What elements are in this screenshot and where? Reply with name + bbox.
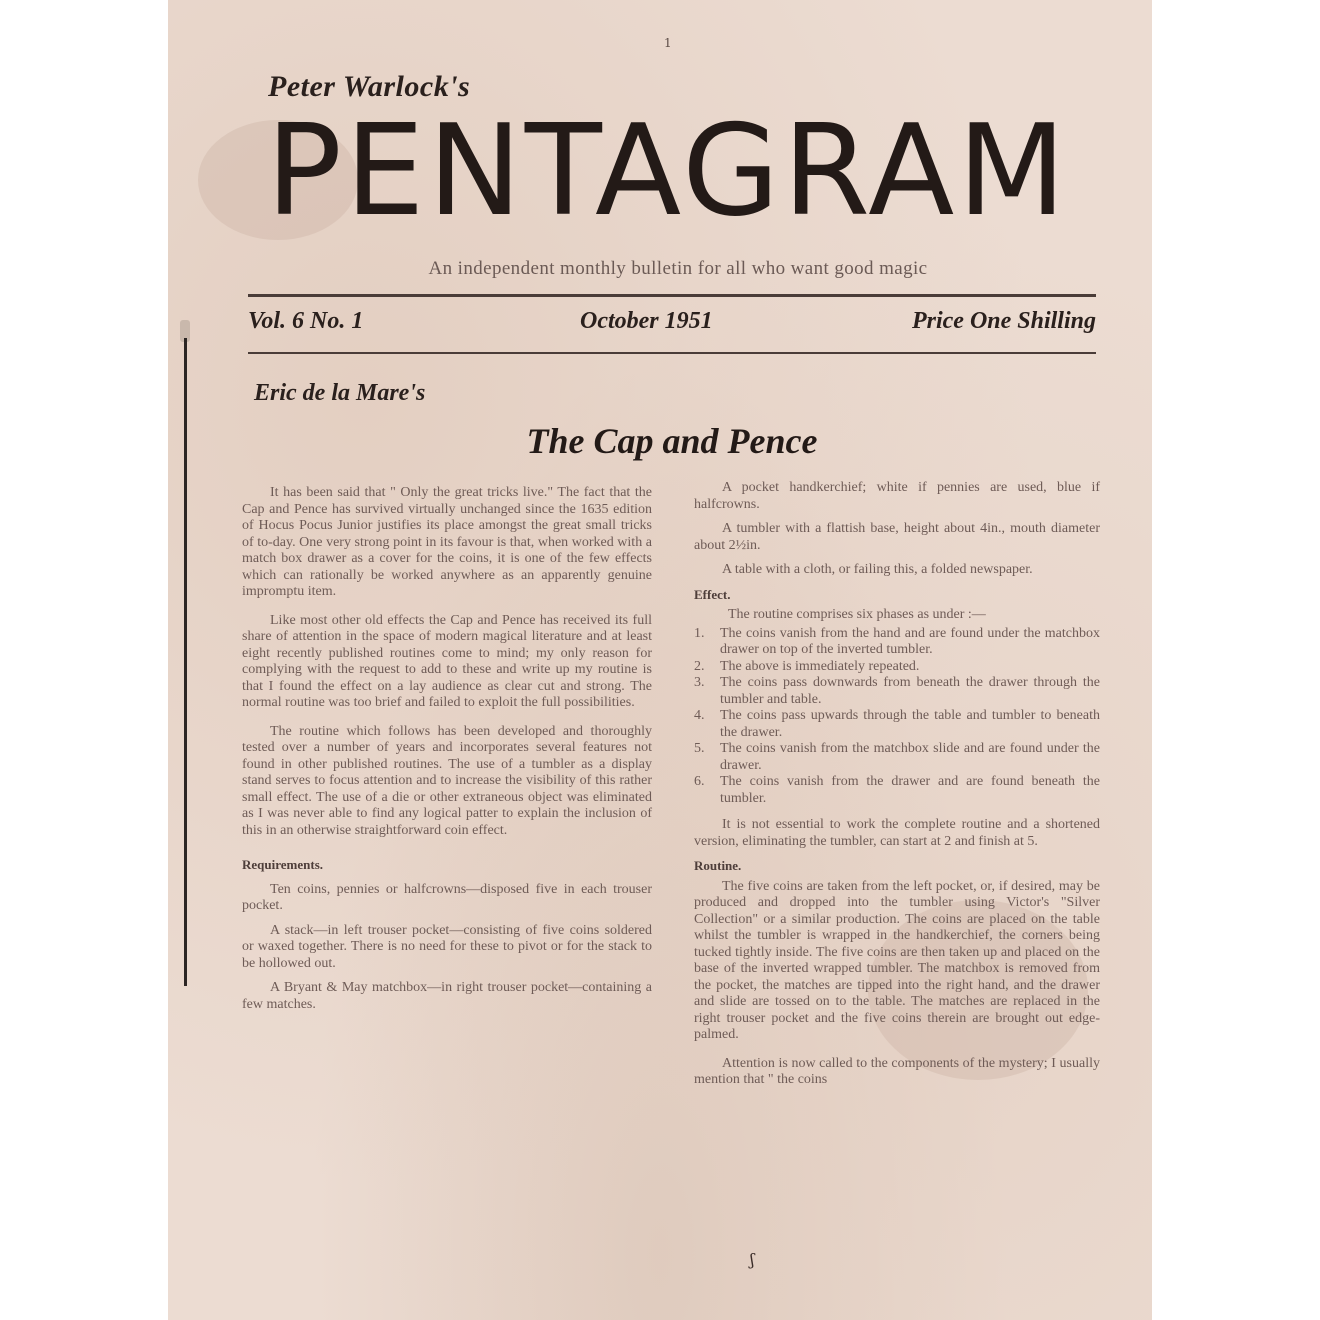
phase-item	[694, 774, 1100, 807]
phase-number: 1.	[694, 625, 705, 641]
paragraph: The five coins are taken from the left pocket, or, if desired, may be produced and dropped into the tumbler using Victor's "Silver Collection" or a similar production. The coins are placed on the table whilst the tumbler is wrapped in the handkerchief, the corners being tucked tightly inside. The five coins are then taken up and placed on the base of the inverted wrapped tumbler. The matchbox is removed from the pocket, the matches are tipped into the right hand, and the drawer and slide are tossed on to the table. The matches are replaced in the right trouser pocket and the five coins therein are brought out edge-palmed.	[694, 878, 1100, 1042]
bulletin-page	[168, 0, 1152, 1320]
effect-intro: The routine comprises six phases as under :—	[728, 607, 986, 622]
requirement-item: A stack—in left trouser pocket—consisting of five coins soldered or waxed together. There is no need for these to pivot or for the stack to be hollowed out.	[242, 922, 652, 971]
paragraph: The routine which follows has been developed and thoroughly tested over a number of years and incorporates several features not found in other published routines. The use of a tumbler as a display stand serves to focus attention and to increase the visibility of this rather small effect. The use of a die or other extraneous object was eliminated as I was never able to find any logical patter to explain the inclusion of this in an otherwise straightforward coin effect.	[242, 723, 652, 838]
phase-text: The coins vanish from the hand and are found under the matchbox drawer on top of the inverted tumbler.	[720, 625, 1100, 657]
phase-number: 5.	[694, 741, 705, 756]
footer-mark: ʃ	[750, 1250, 755, 1269]
article-title: The Cap and Pence	[526, 421, 818, 461]
requirement-item: A tumbler with a flattish base, height about 4in., mouth diameter about 2½in.	[694, 521, 1100, 553]
routine-heading: Routine.	[694, 858, 742, 873]
masthead-title: PENTAGRAM	[266, 97, 1069, 244]
phase-list	[694, 626, 1100, 808]
phase-item	[694, 626, 1100, 659]
requirement-item: A table with a cloth, or failing this, a folded newspaper.	[722, 562, 1033, 577]
masthead-rule-bottom	[248, 352, 1096, 354]
phase-text: The coins pass downwards from beneath the drawer through the tumbler and table.	[720, 675, 1100, 707]
phase-number: 3.	[694, 675, 705, 690]
requirement-item: A Bryant & May matchbox—in right trouser pocket—containing a few matches.	[242, 980, 652, 1012]
phase-number: 2.	[694, 658, 705, 674]
requirement-item: Ten coins, pennies or halfcrowns—disposed five in each trouser pocket.	[242, 881, 652, 913]
binding-strip	[184, 338, 187, 986]
issue-price: Price One Shilling	[911, 308, 1096, 334]
phase-item	[694, 708, 1100, 741]
phase-item	[694, 675, 1100, 708]
effect-heading: Effect.	[694, 586, 731, 602]
requirements-heading: Requirements.	[242, 857, 324, 872]
paragraph: It is not essential to work the complete routine and a shortened version, eliminating the tumbler, can start at 2 and finish at 5.	[694, 817, 1100, 849]
phase-text: The coins vanish from the drawer and are found beneath the tumbler.	[720, 774, 1100, 806]
issue-line	[248, 308, 1096, 348]
paragraph: Attention is now called to the components of the mystery; I usually mention that " the coins	[694, 1055, 1100, 1087]
phase-item	[694, 659, 1100, 676]
masthead-tagline: An independent monthly bulletin for all who want good magic	[428, 258, 928, 279]
issue-volume: Vol. 6 No. 1	[248, 308, 364, 334]
article-byline: Eric de la Mare's	[254, 380, 426, 406]
right-column	[694, 480, 1100, 1101]
issue-date: October 1951	[580, 308, 713, 334]
masthead-rule-top	[248, 294, 1096, 297]
phase-number: 4.	[694, 708, 705, 723]
masthead-byline: Peter Warlock's	[268, 70, 471, 103]
phase-text: The above is immediately repeated.	[720, 658, 920, 674]
phase-item	[694, 741, 1100, 774]
phase-number: 6.	[694, 774, 705, 789]
page-number: 1	[664, 36, 672, 50]
left-column	[242, 485, 652, 1021]
paragraph: Like most other old effects the Cap and Pence has received its full share of attention in the space of modern magical literature and at least eight recently published routines come to mind; my only reason for complying with the request to add to these and write up my routine is that I found the effect on a lay audience as clear cut and strong. The normal routine was too brief and failed to exploit the full possibilities.	[242, 612, 652, 710]
paragraph: It has been said that " Only the great tricks live." The fact that the Cap and Pence has survived virtually unchanged since the 1635 edition of Hocus Pocus Junior justifies its place amongst the great small tricks of to-day. One very strong point in its favour is that, when worked with a match box drawer as a cover for the coins, it is one of the few effects which can rationally be worked anywhere as an apparently genuine impromptu item.	[242, 485, 652, 599]
requirement-item: A pocket handkerchief; white if pennies are used, blue if halfcrowns.	[694, 480, 1100, 512]
phase-text: The coins pass upwards through the table and tumbler to beneath the drawer.	[720, 708, 1100, 740]
phase-text: The coins vanish from the matchbox slide and are found under the drawer.	[720, 741, 1100, 773]
